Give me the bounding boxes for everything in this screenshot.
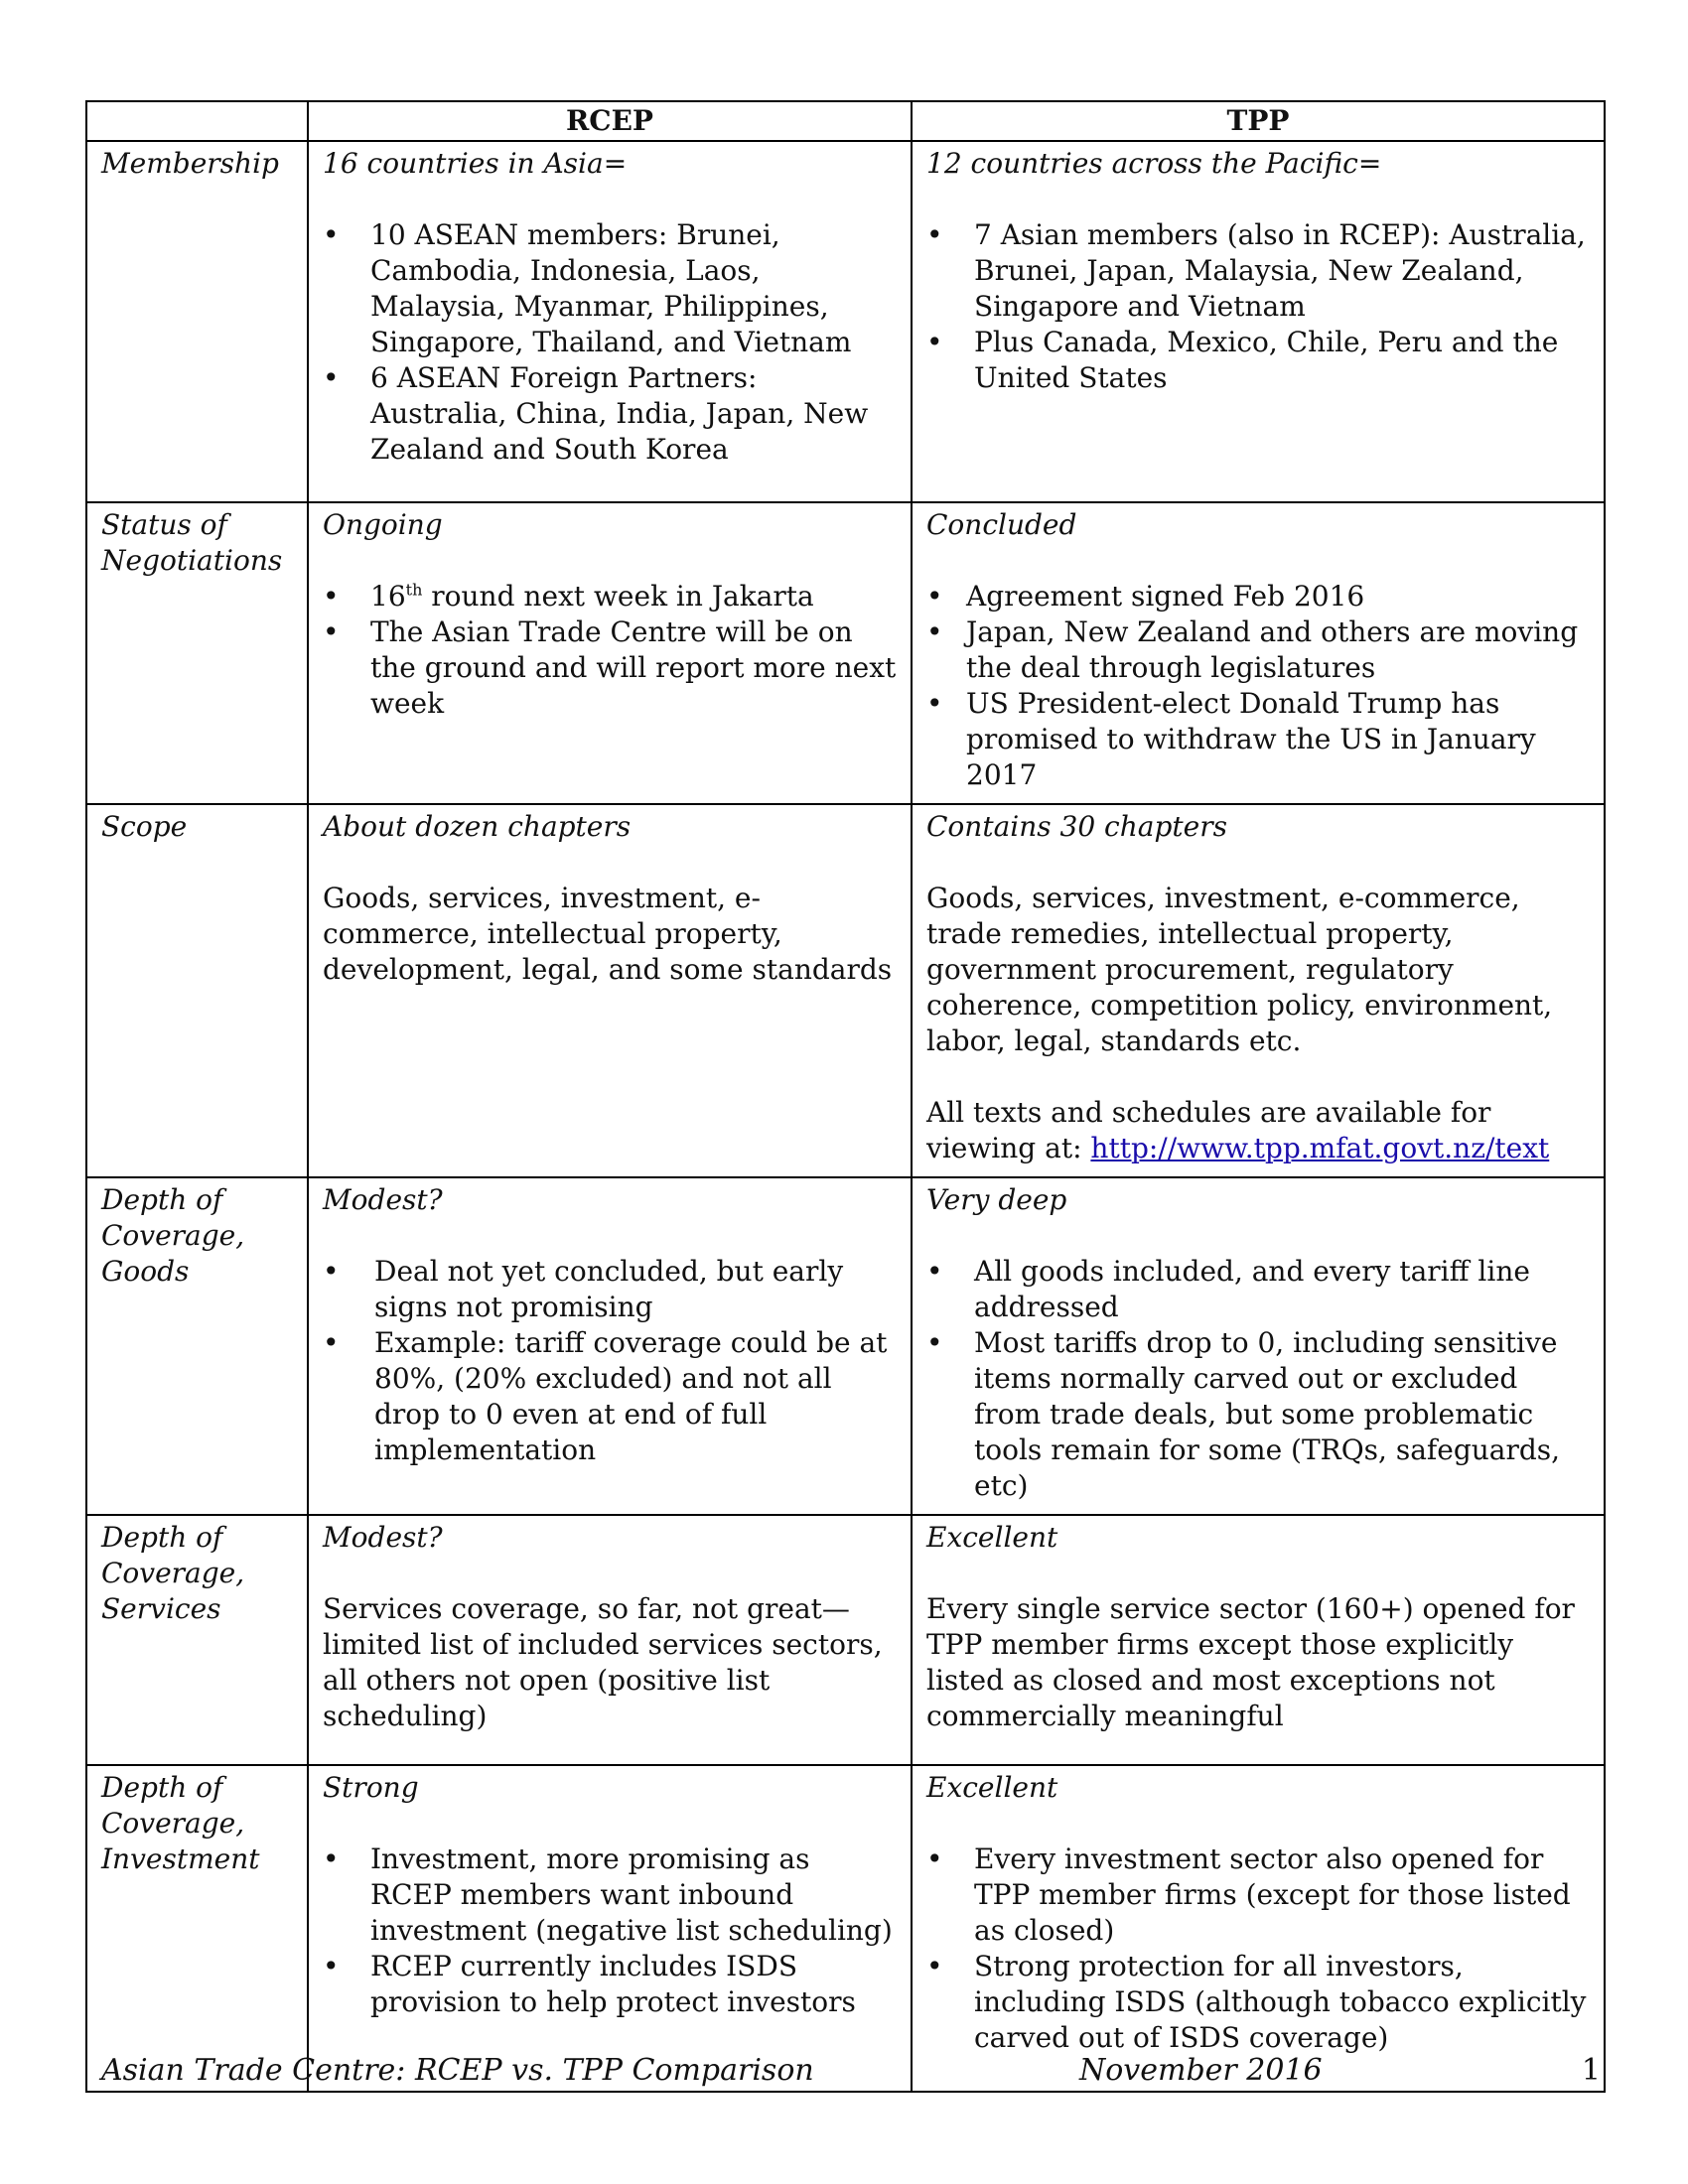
tpp-goods-list [926, 1254, 1590, 1504]
list-item: • All goods included, and every tariff line addressed [926, 1254, 1590, 1325]
cell-investment-tpp [912, 1765, 1605, 2092]
round-text: round next week in Jakarta [422, 580, 814, 613]
row-label-services: Depth of Coverage, Services [86, 1515, 308, 1765]
list-item: • Example: tariff coverage could be at 80%, (20% excluded) and not all drop to 0 even at end of full implementation [323, 1325, 897, 1468]
tpp-status-list [926, 579, 1590, 793]
list-item: • RCEP currently includes ISDS provision to help protect investors [323, 1949, 897, 2020]
header-row [86, 101, 1605, 141]
tpp-investment-lead: Excellent [926, 1771, 1058, 1804]
rcep-investment-lead: Strong [323, 1771, 419, 1804]
ordinal-suffix: th [405, 580, 423, 600]
tpp-scope-lead: Contains 30 chapters [926, 810, 1227, 843]
rcep-goods-list [323, 1254, 897, 1468]
rcep-status-lead: Ongoing [323, 508, 443, 541]
header-rcep: RCEP [308, 101, 912, 141]
list-item: • Deal not yet concluded, but early signs not promising [323, 1254, 897, 1325]
cell-status-tpp [912, 502, 1605, 804]
cell-scope-rcep [308, 804, 912, 1177]
list-item: • The Asian Trade Centre will be on the ground and will report more next week [323, 614, 897, 722]
list-item: • Investment, more promising as RCEP members want inbound investment (negative list scheduling) [323, 1842, 897, 1949]
row-services [86, 1515, 1605, 1765]
rcep-status-list [323, 579, 897, 722]
row-scope [86, 804, 1605, 1177]
list-item: • Japan, New Zealand and others are moving the deal through legislatures [926, 614, 1590, 686]
list-item: • Strong protection for all investors, including ISDS (although tobacco explicitly carved out of ISDS coverage) [926, 1949, 1590, 2056]
list-item: • Agreement signed Feb 2016 [926, 579, 1590, 614]
tpp-membership-lead: 12 countries across the Pacific= [926, 147, 1382, 180]
rcep-membership-lead: 16 countries in Asia= [323, 147, 628, 180]
row-label-status: Status of Negotiations [86, 502, 308, 804]
rcep-scope-lead: About dozen chapters [323, 810, 632, 843]
list-item: • US President-elect Donald Trump has promised to withdraw the US in January 2017 [926, 686, 1590, 793]
page-number: 1 [1581, 2053, 1601, 2088]
row-label-investment: Depth of Coverage, Investment [86, 1765, 308, 2092]
cell-investment-rcep [308, 1765, 912, 2092]
rcep-scope-text: Goods, services, investment, e-commerce, intellectual property, development, legal, and some standards [323, 882, 893, 986]
row-membership [86, 141, 1605, 502]
header-tpp: TPP [912, 101, 1605, 141]
list-item: • 7 Asian members (also in RCEP): Australia, Brunei, Japan, Malaysia, New Zealand, Singapore and Vietnam [926, 217, 1590, 325]
list-item [323, 579, 897, 614]
rcep-services-lead: Modest? [323, 1521, 443, 1554]
cell-goods-tpp [912, 1177, 1605, 1515]
tpp-goods-lead: Very deep [926, 1183, 1067, 1216]
tpp-status-lead: Concluded [926, 508, 1077, 541]
list-item: • Most tariffs drop to 0, including sensitive items normally carved out or excluded from trade deals, but some problematic tools remain for some (TRQs, safeguards, etc) [926, 1325, 1590, 1504]
cell-services-rcep [308, 1515, 912, 1765]
row-goods [86, 1177, 1605, 1515]
list-item: • Every investment sector also opened for TPP member firms (except for those listed as closed) [926, 1842, 1590, 1949]
row-label-membership: Membership [86, 141, 308, 502]
list-item: • 6 ASEAN Foreign Partners: Australia, China, India, Japan, New Zealand and South Korea [323, 360, 897, 468]
tpp-scope-availability [926, 1095, 1590, 1166]
row-status [86, 502, 1605, 804]
cell-goods-rcep [308, 1177, 912, 1515]
row-investment [86, 1765, 1605, 2092]
cell-status-rcep [308, 502, 912, 804]
tpp-membership-list [926, 217, 1590, 396]
tpp-services-text: Every single service sector (160+) opened for TPP member firms except those explicitly listed as closed and most exceptions not commercially meaningful [926, 1592, 1575, 1732]
page-footer [101, 2053, 1601, 2093]
rcep-investment-list [323, 1842, 897, 2020]
comparison-table [85, 100, 1606, 2093]
tpp-investment-list [926, 1842, 1590, 2056]
rcep-services-text: Services coverage, so far, not great—limited list of included services sectors, all others not open (positive list scheduling) [323, 1592, 883, 1732]
availability-text: All texts and schedules are available for viewing at: [926, 1096, 1491, 1164]
rcep-membership-list [323, 217, 897, 468]
tpp-text-link[interactable]: http://www.tpp.mfat.govt.nz/text [1090, 1132, 1550, 1164]
cell-membership-rcep [308, 141, 912, 502]
row-label-goods: Depth of Coverage, Goods [86, 1177, 308, 1515]
list-item: • Plus Canada, Mexico, Chile, Peru and the United States [926, 325, 1590, 396]
list-item: • 10 ASEAN members: Brunei, Cambodia, Indonesia, Laos, Malaysia, Myanmar, Philippines, Singapore, Thailand, and Vietnam [323, 217, 897, 360]
tpp-services-lead: Excellent [926, 1521, 1058, 1554]
rcep-goods-lead: Modest? [323, 1183, 443, 1216]
cell-services-tpp [912, 1515, 1605, 1765]
round-number: 16 [370, 580, 406, 613]
header-empty-cell [86, 101, 308, 141]
footer-title: Asian Trade Centre: RCEP vs. TPP Comparison [101, 2053, 814, 2088]
footer-date: November 2016 [1079, 2053, 1323, 2088]
cell-membership-tpp [912, 141, 1605, 502]
tpp-scope-text: Goods, services, investment, e-commerce, trade remedies, intellectual property, government procurement, regulatory coherence, competition policy, environment, labor, legal, standards etc. [926, 882, 1553, 1057]
row-label-scope: Scope [86, 804, 308, 1177]
cell-scope-tpp [912, 804, 1605, 1177]
